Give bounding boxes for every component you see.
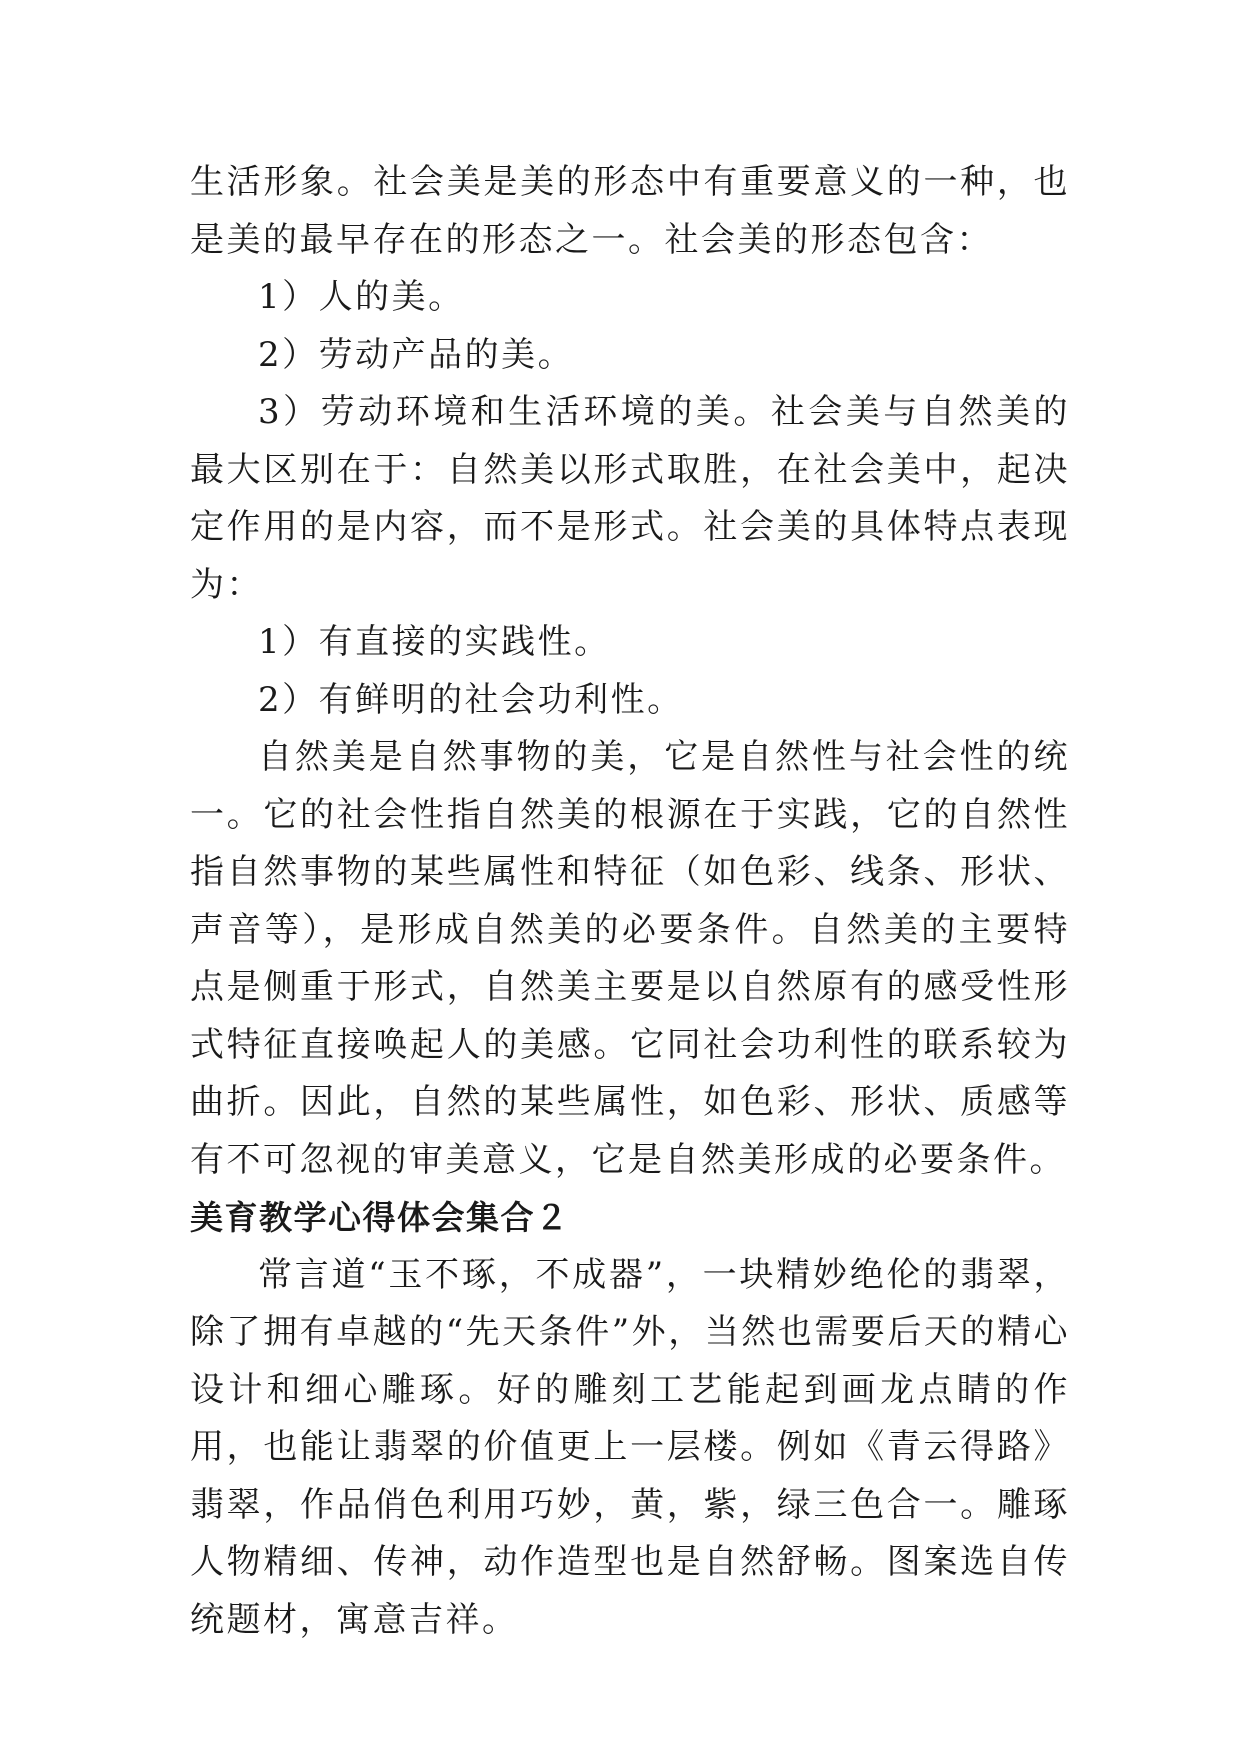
natural-beauty-paragraph: 自然美是自然事物的美，它是自然性与社会性的统一。它的社会性指自然美的根源在于实践，它的自然性指自然事物的某些属性和特征（如色彩、线条、形状、声音等），是形成自然美的必要条件。自然美的主要特点是侧重于形式，自然美主要是以自然原有的感受性形式特征直接唤起人的美感。它同社会功利性的联系较为曲折。因此，自然的某些属性，如色彩、形状、质感等有不可忽视的审美意义，它是自然美形成的必要条件。 bbox=[190, 737, 1070, 1180]
list-item-utility: 2）有鲜明的社会功利性。 bbox=[258, 679, 684, 720]
list-item-practicality: 1）有直接的实践性。 bbox=[258, 622, 611, 662]
section-heading: 美育教学心得体会集合２ bbox=[190, 1198, 570, 1237]
intro-paragraph: 生活形象。社会美是美的形态中有重要意义的一种，也是美的最早存在的形态之一。社会美的形态包含： bbox=[190, 162, 1070, 260]
list-item-environment-beauty: 3）劳动环境和生活环境的美。社会美与自然美的最大区别在于：自然美以形式取胜，在社会美中，起决定作用的是内容，而不是形式。社会美的具体特点表现为： bbox=[190, 392, 1070, 605]
list-item-human-beauty: 1）人的美。 bbox=[258, 277, 465, 317]
list-item-product-beauty: 2）劳动产品的美。 bbox=[258, 334, 575, 375]
jade-paragraph: 常言道“玉不琢，不成器”，一块精妙绝伦的翡翠，除了拥有卓越的“先天条件”外，当然也需要后天的精心设计和细心雕琢。好的雕刻工艺能起到画龙点睛的作用，也能让翡翠的价值更上一层楼。例如《青云得路》翡翠，作品俏色利用巧妙，黄，紫，绿三色合一。雕琢人物精细、传神，动作造型也是自然舒畅。图案选自传统题材，寓意吉祥。 bbox=[190, 1254, 1070, 1640]
document-page bbox=[190, 154, 1070, 1649]
